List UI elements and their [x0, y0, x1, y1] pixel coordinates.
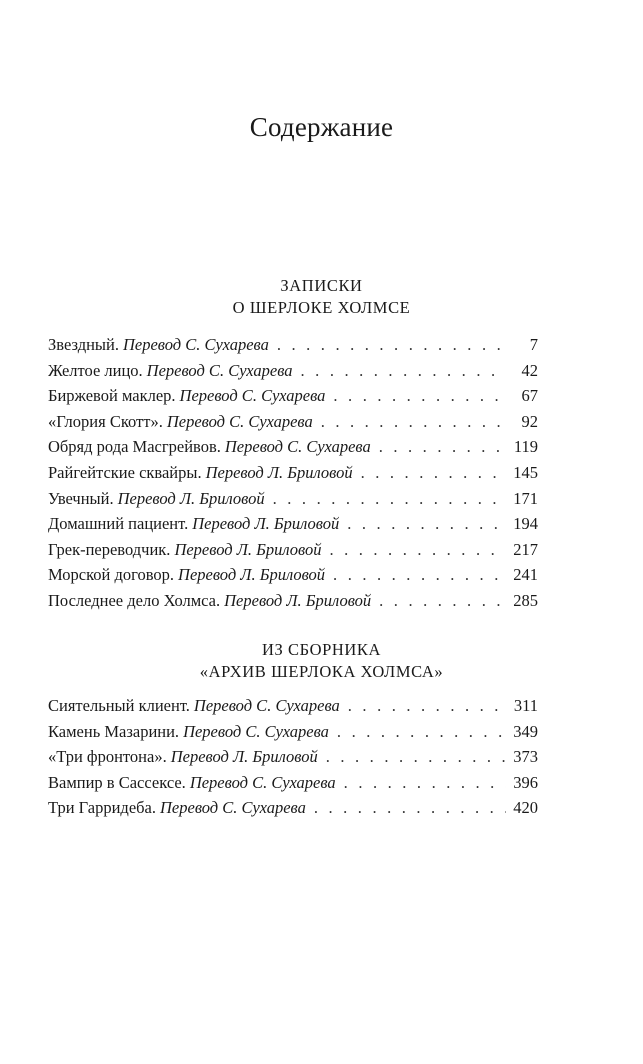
dot-leader [321, 412, 506, 432]
dot-leader [314, 798, 506, 818]
entry-translator: Перевод С. Сухарева [146, 360, 293, 380]
toc-list [48, 335, 538, 617]
entry-page-number: 373 [513, 747, 538, 767]
entry-translator: Перевод С. Сухарева [179, 386, 326, 406]
entry-translator: Перевод С. Сухарева [166, 411, 313, 431]
entry-page-number: 285 [513, 590, 538, 610]
dot-leader [337, 722, 506, 742]
entry-title: «Три фронтона». [48, 747, 167, 767]
dot-leader [379, 437, 506, 457]
entry-page-number: 420 [513, 798, 538, 818]
dot-leader [273, 489, 506, 509]
entry-title: Увечный. [48, 488, 114, 508]
entry-title: Грек-переводчик. [48, 539, 171, 559]
entry-page-number: 311 [513, 696, 538, 715]
entry-page-number: 194 [513, 514, 538, 534]
entry-title: Биржевой маклер. [48, 386, 176, 406]
dot-leader [344, 773, 506, 793]
toc-entry [48, 489, 538, 515]
entry-title: «Глория Скотт». [48, 411, 163, 431]
toc-entry [48, 437, 538, 463]
toc-entry [48, 747, 538, 773]
section-heading [0, 639, 643, 683]
toc-entry [48, 798, 538, 824]
section-heading-line: «АРХИВ ШЕРЛОКА ХОЛМСА» [199, 662, 444, 681]
toc-entry [48, 722, 538, 748]
dot-leader [329, 540, 506, 560]
entry-title: Домашний пациент. [48, 514, 189, 534]
entry-page-number: 396 [513, 772, 538, 792]
entry-title: Вампир в Сассексе. [48, 772, 186, 792]
entry-page-number: 145 [513, 462, 538, 482]
toc-entry [48, 386, 538, 412]
dot-leader [277, 335, 506, 355]
section-heading-line: ЗАПИСКИ [280, 276, 363, 295]
dot-leader [301, 361, 506, 381]
toc-entry [48, 696, 538, 722]
toc-entry [48, 591, 538, 617]
entry-title: Морской договор. [48, 565, 175, 585]
entry-title: Звездный. [48, 335, 119, 354]
entry-page-number: 217 [513, 539, 538, 559]
section-heading-line: О ШЕРЛОКЕ ХОЛМСЕ [232, 298, 411, 317]
toc-entry [48, 361, 538, 387]
entry-translator: Перевод С. Сухарева [122, 335, 269, 354]
dot-leader [379, 591, 506, 611]
entry-title: Три Гарридеба. [48, 798, 156, 818]
entry-page-number: 171 [513, 488, 538, 508]
entry-translator: Перевод Л. Бриловой [178, 565, 326, 585]
entry-page-number: 42 [521, 360, 538, 380]
dot-leader [361, 463, 506, 483]
entry-translator: Перевод Л. Бриловой [205, 462, 353, 482]
toc-entry [48, 540, 538, 566]
dot-leader [348, 696, 506, 716]
entry-title: Обряд рода Масгрейвов. [48, 437, 221, 457]
entry-page-number: 7 [529, 335, 538, 354]
toc-entry [48, 335, 538, 361]
toc-entry [48, 463, 538, 489]
toc-entry [48, 773, 538, 799]
dot-leader [326, 747, 506, 767]
entry-page-number: 241 [513, 565, 538, 585]
entry-title: Желтое лицо. [48, 360, 143, 380]
entry-page-number: 92 [521, 411, 538, 431]
toc-list [48, 696, 538, 824]
entry-translator: Перевод Л. Бриловой [192, 514, 340, 534]
entry-translator: Перевод С. Сухарева [189, 772, 336, 792]
toc-entry [48, 565, 538, 591]
entry-translator: Перевод Л. Бриловой [174, 539, 322, 559]
entry-page-number: 119 [513, 437, 538, 457]
dot-leader [347, 514, 506, 534]
entry-title: Камень Мазарини. [48, 721, 180, 741]
entry-title: Последнее дело Холмса. [48, 590, 221, 610]
entry-title: Сиятельный клиент. [48, 696, 190, 715]
entry-translator: Перевод С. Сухарева [224, 437, 371, 457]
entry-title: Райгейтские сквайры. [48, 462, 202, 482]
entry-translator: Перевод Л. Бриловой [117, 488, 265, 508]
entry-translator: Перевод Л. Бриловой [170, 747, 318, 767]
section-heading-line: ИЗ СБОРНИКА [261, 640, 382, 659]
section-heading [0, 275, 643, 319]
entry-page-number: 67 [521, 386, 538, 406]
entry-translator: Перевод Л. Бриловой [224, 590, 372, 610]
page-title: Содержание [249, 112, 394, 142]
entry-page-number: 349 [513, 721, 538, 741]
toc-entry [48, 412, 538, 438]
entry-translator: Перевод С. Сухарева [193, 696, 340, 715]
dot-leader [333, 565, 506, 585]
dot-leader [333, 386, 506, 406]
entry-translator: Перевод С. Сухарева [183, 721, 329, 741]
entry-translator: Перевод С. Сухарева [160, 798, 306, 818]
toc-entry [48, 514, 538, 540]
